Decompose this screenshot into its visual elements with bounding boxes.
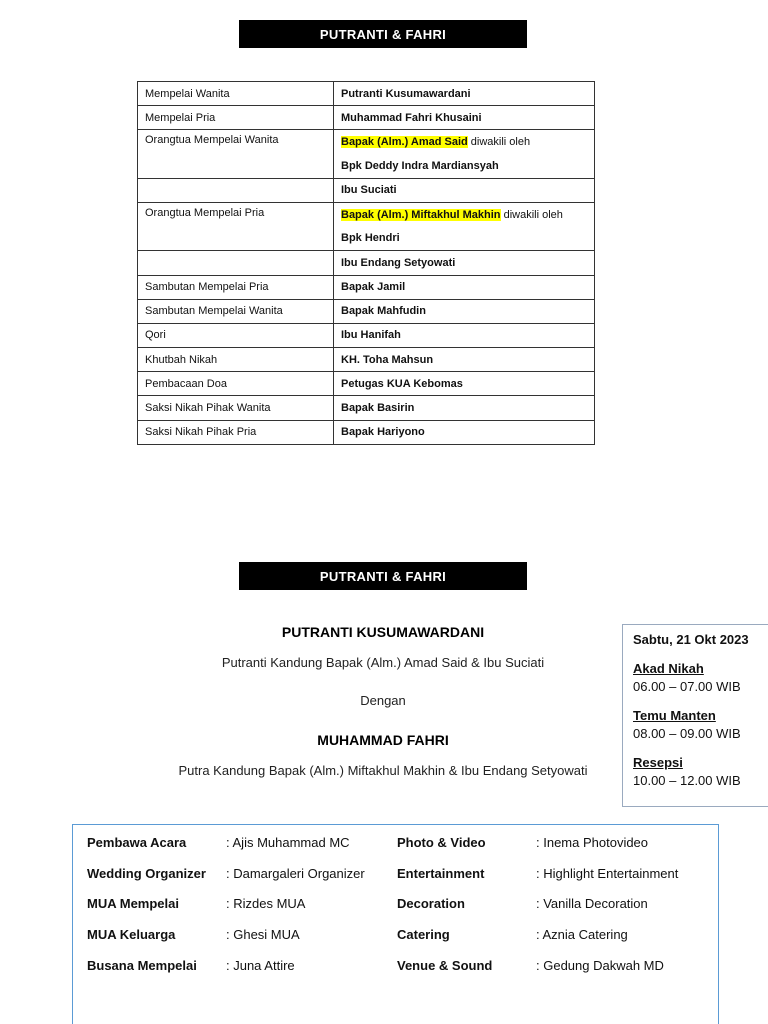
role-value: Ibu Endang Setyowati xyxy=(334,251,595,275)
vendor-name: : Juna Attire xyxy=(226,958,295,973)
role-label: Pembacaan Doa xyxy=(138,372,334,396)
vendor-name: : Highlight Entertainment xyxy=(536,866,679,881)
table-row xyxy=(138,396,595,420)
connector-text: Dengan xyxy=(360,693,406,708)
table-row xyxy=(138,348,595,372)
vendor-role: Entertainment xyxy=(397,866,485,881)
role-value: Muhammad Fahri Khusaini xyxy=(334,106,595,130)
event-name: Temu Manten xyxy=(633,708,716,723)
vendor-role: Decoration xyxy=(397,896,465,911)
table-row xyxy=(138,202,595,226)
vendor-name: : Ajis Muhammad MC xyxy=(226,835,350,850)
role-value-suffix: diwakili oleh xyxy=(500,208,563,221)
table-row xyxy=(138,251,595,275)
table-row xyxy=(138,130,595,154)
role-value: Ibu Hanifah xyxy=(334,323,595,347)
vendor-row xyxy=(73,835,718,855)
event-time: 08.00 – 09.00 WIB xyxy=(633,726,741,741)
event-name: Akad Nikah xyxy=(633,661,704,676)
vendor-row xyxy=(73,866,718,886)
role-value: Bpk Hendri xyxy=(334,227,595,251)
vendor-name: : Ghesi MUA xyxy=(226,927,300,942)
role-label: Orangtua Mempelai Wanita xyxy=(138,130,334,178)
event-time: 10.00 – 12.00 WIB xyxy=(633,773,741,788)
role-value: Putranti Kusumawardani xyxy=(334,82,595,106)
vendor-role: Wedding Organizer xyxy=(87,866,206,881)
role-value: Bpk Deddy Indra Mardiansyah xyxy=(334,154,595,178)
role-value xyxy=(334,130,595,154)
vendor-role: Catering xyxy=(397,927,450,942)
event-name: Resepsi xyxy=(633,755,683,770)
role-value: KH. Toha Mahsun xyxy=(334,348,595,372)
table-row xyxy=(138,323,595,347)
vendor-role: Photo & Video xyxy=(397,835,486,850)
page-title: PUTRANTI & FAHRI xyxy=(239,20,527,48)
vendor-role: Busana Mempelai xyxy=(87,958,197,973)
table-row xyxy=(138,275,595,299)
role-label: Mempelai Pria xyxy=(138,106,334,130)
groom-name: MUHAMMAD FAHRI xyxy=(317,732,449,748)
role-label-empty xyxy=(138,178,334,202)
role-label: Saksi Nikah Pihak Wanita xyxy=(138,396,334,420)
vendor-name: : Gedung Dakwah MD xyxy=(536,958,664,973)
vendor-name: : Rizdes MUA xyxy=(226,896,306,911)
role-label-empty xyxy=(138,251,334,275)
table-row xyxy=(138,82,595,106)
vendor-role: Pembawa Acara xyxy=(87,835,187,850)
table-row xyxy=(138,372,595,396)
role-value: Bapak Hariyono xyxy=(334,420,595,444)
table-row xyxy=(138,299,595,323)
role-value: Bapak Mahfudin xyxy=(334,299,595,323)
vendor-name: : Vanilla Decoration xyxy=(536,896,648,911)
groom-parents: Putra Kandung Bapak (Alm.) Miftakhul Makhin & Ibu Endang Setyowati xyxy=(178,763,588,778)
role-label: Saksi Nikah Pihak Pria xyxy=(138,420,334,444)
role-value: Ibu Suciati xyxy=(334,178,595,202)
vendor-row xyxy=(73,896,718,916)
table-row xyxy=(138,106,595,130)
role-value: Bapak Jamil xyxy=(334,275,595,299)
bride-parents: Putranti Kandung Bapak (Alm.) Amad Said & Ibu Suciati xyxy=(221,655,545,670)
role-label: Sambutan Mempelai Wanita xyxy=(138,299,334,323)
role-label: Khutbah Nikah xyxy=(138,348,334,372)
vendor-role: Venue & Sound xyxy=(397,958,493,973)
vendor-list xyxy=(72,824,719,1024)
roles-table xyxy=(137,81,595,445)
vendor-role: MUA Keluarga xyxy=(87,927,176,942)
bride-name: PUTRANTI KUSUMAWARDANI xyxy=(281,624,485,640)
table-row xyxy=(138,178,595,202)
vendor-name: : Aznia Catering xyxy=(536,927,628,942)
schedule-box xyxy=(622,624,768,807)
role-value: Petugas KUA Kebomas xyxy=(334,372,595,396)
role-label: Mempelai Wanita xyxy=(138,82,334,106)
table-row xyxy=(138,420,595,444)
event-date: Sabtu, 21 Okt 2023 xyxy=(633,632,749,647)
highlighted-name: Bapak (Alm.) Amad Said xyxy=(341,136,468,149)
vendor-row xyxy=(73,958,718,978)
vendor-name: : Inema Photovideo xyxy=(536,835,649,850)
section-title: PUTRANTI & FAHRI xyxy=(239,562,527,590)
role-value xyxy=(334,202,595,226)
role-label: Qori xyxy=(138,323,334,347)
vendor-role: MUA Mempelai xyxy=(87,896,179,911)
role-label: Orangtua Mempelai Pria xyxy=(138,202,334,250)
vendor-name: : Damargaleri Organizer xyxy=(226,866,365,881)
event-time: 06.00 – 07.00 WIB xyxy=(633,679,741,694)
highlighted-name: Bapak (Alm.) Miftakhul Makhin xyxy=(341,208,501,221)
role-value: Bapak Basirin xyxy=(334,396,595,420)
role-label: Sambutan Mempelai Pria xyxy=(138,275,334,299)
vendor-row xyxy=(73,927,718,947)
role-value-suffix: diwakili oleh xyxy=(467,136,531,149)
